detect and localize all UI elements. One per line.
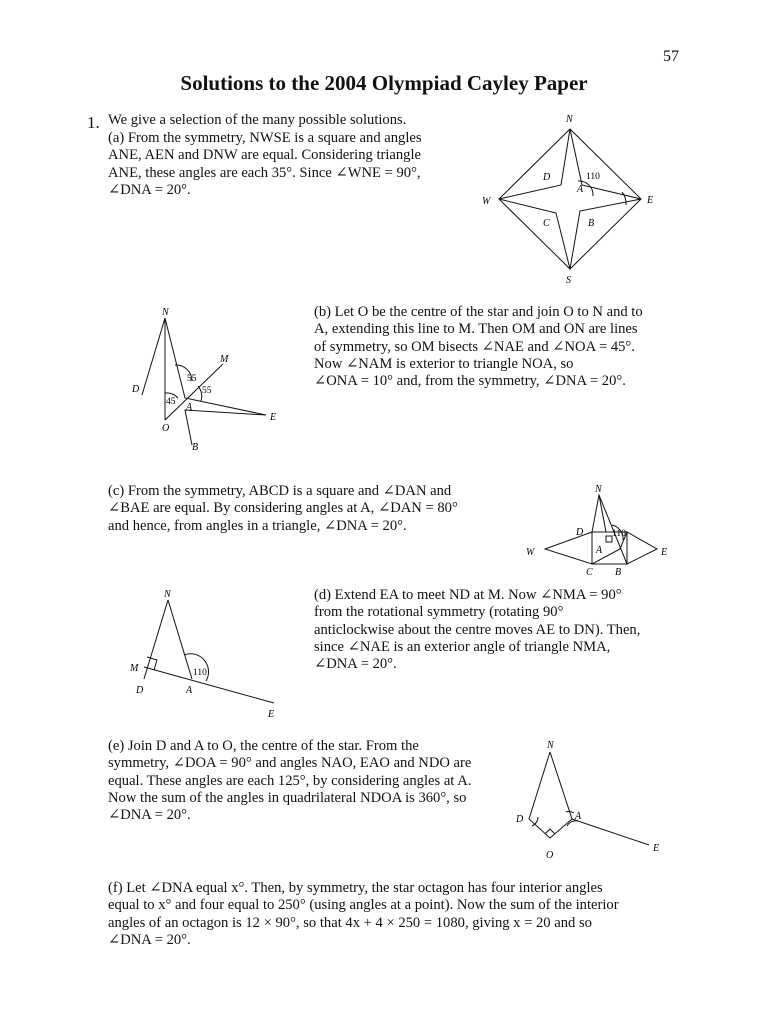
label-m: M [220,354,229,365]
part-a-line: ANE, AEN and DNW are equal. Considering triangle [108,147,422,164]
label-n: N [595,484,602,495]
part-d-text [314,587,640,673]
label-d: D [543,172,551,183]
part-a-line: ANE, these angles are each 35°. Since ∠WNE = 90°, [108,164,421,181]
label-s: S [566,275,571,286]
right-angle-mark [545,829,555,834]
part-f-text [108,880,619,949]
angle-arc-d [532,817,538,826]
label-c: C [586,567,593,578]
part-d-line: since ∠NAE is an exterior angle of triangle NMA, [314,638,611,655]
figure-c [520,480,680,580]
label-o: O [162,423,170,434]
part-f-line: ∠DNA = 20°. [108,931,191,948]
part-a-line: ∠DNA = 20°. [108,181,191,198]
line-na [168,600,192,679]
label-e: E [268,709,275,720]
label-n: N [162,307,169,318]
part-e-line: Now the sum of the angles in quadrilateral NDOA is 360°, so [108,789,467,806]
part-c-line: (c) From the symmetry, ABCD is a square and ∠DAN and [108,483,452,499]
label-b: B [588,218,595,229]
part-b-line: (b) Let O be the centre of the star and join O to N and to [314,304,643,320]
label-a: A [186,402,193,413]
label-d: D [136,685,144,696]
label-b: B [615,567,622,578]
label-w: W [526,547,535,558]
part-d-line: ∠DNA = 20°. [314,656,397,673]
label-c: C [543,218,550,229]
label-e: E [647,195,654,206]
label-d: D [516,814,524,825]
part-a-text [108,130,422,199]
angle-label-55b: 55 [202,386,212,396]
label-n: N [566,114,573,125]
part-f-line: equal to x° and four equal to 250° (using angles at a point). Now the sum of the interior [108,897,619,914]
part-a-line: (a) From the symmetry, NWSE is a square and angles [108,130,422,146]
part-e-line: (e) Join D and A to O, the centre of the star. From the [108,738,419,754]
angle-label-110: 110 [612,529,626,539]
label-a: A [186,685,193,696]
figure-b [126,300,286,460]
page-title: Solutions to the 2004 Olympiad Cayley Paper [180,71,588,95]
label-n: N [164,589,171,600]
line-ae [572,819,649,845]
star-arm [165,318,266,445]
label-d: D [132,384,140,395]
label-m: M [130,663,139,674]
part-e-line: symmetry, ∠DOA = 90° and angles NAO, EAO and NDO are [108,755,472,772]
part-b-line: of symmetry, so OM bisects ∠NAE and ∠NOA = 45°. [314,338,635,355]
angle-label-110: 110 [193,668,207,678]
part-f-line: (f) Let ∠DNA equal x°. Then, by symmetry, the star octagon has four interior angles [108,880,603,896]
part-c-text [108,483,458,535]
part-d-line: (d) Extend EA to meet ND at M. Now ∠NMA = 90° [314,587,622,603]
angle-label-55a: 55 [187,374,197,384]
label-a: A [596,545,603,556]
label-d: D [576,527,584,538]
label-e: E [653,843,660,854]
label-e: E [270,412,277,423]
part-d-line: anticlockwise about the centre moves AE to DN). Then, [314,621,641,638]
label-a: A [575,811,582,822]
label-n: N [547,740,554,751]
angle-label-110: 110 [586,172,600,182]
part-b-text [314,304,643,390]
label-b: B [192,442,199,453]
intro-line: We give a selection of the many possible solutions. [108,112,407,128]
part-b-line: Now ∠NAM is exterior to triangle NOA, so [314,355,574,372]
page-number: 57 [663,48,679,65]
figure-d [122,585,292,725]
part-e-line: equal. These angles are each 125°, by considering angles at A. [108,772,472,789]
figure-a [470,108,670,288]
label-o: O [546,850,554,861]
part-b-line: ∠ONA = 10° and, from the symmetry, ∠DNA = 20°. [314,373,626,390]
intro-text [108,112,406,129]
label-w: W [482,196,491,207]
part-b-line: A, extending this line to M. Then OM and ON are lines [314,321,638,338]
question-number: 1. [87,113,100,132]
part-f-line: angles of an octagon is 12 × 90°, so that 4x + 4 × 250 = 1080, giving x = 20 and so [108,914,592,931]
part-d-line: from the rotational symmetry (rotating 90° [314,604,564,621]
figure-e [505,735,675,870]
part-c-line: and hence, from angles in a triangle, ∠DNA = 20°. [108,517,407,534]
quadrilateral-ndoa [529,752,572,838]
angle-label-45: 45 [166,397,176,407]
part-e-text [108,738,471,824]
square-nwse [499,129,641,269]
label-a: A [577,184,584,195]
part-c-line: ∠BAE are equal. By considering angles at A, ∠DAN = 80° [108,500,458,517]
label-e: E [661,547,668,558]
line-nd [144,600,168,679]
part-e-line: ∠DNA = 20°. [108,807,191,824]
line-nd [142,318,165,395]
line-na [599,495,606,532]
star-outline [499,129,641,269]
